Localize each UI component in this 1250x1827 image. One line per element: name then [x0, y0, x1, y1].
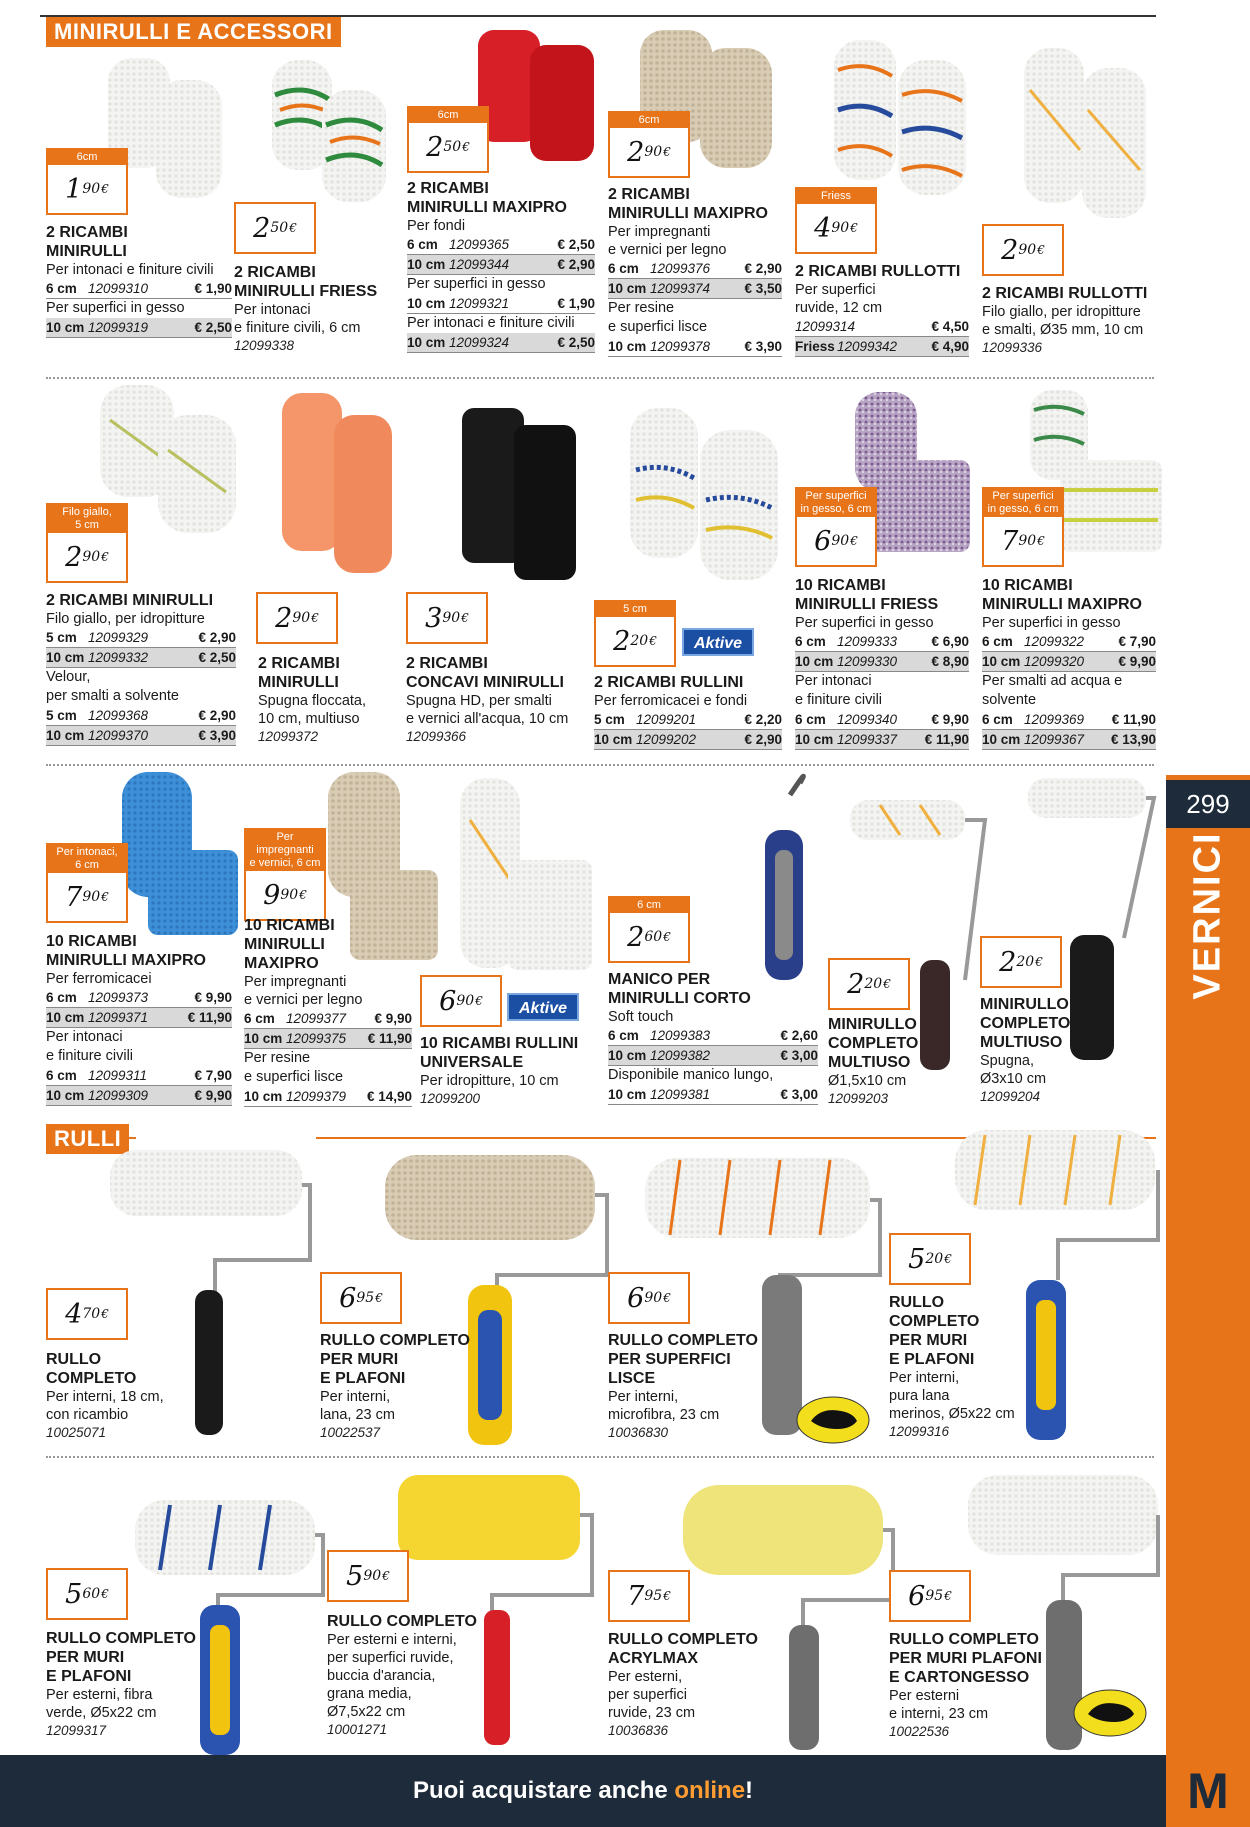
- variant-note: Per superfici in gesso: [46, 300, 185, 316]
- variant-code: 12099310: [88, 281, 149, 296]
- product-title: RULLO COMPLETO PER MURI PLAFONI E CARTONGESSO: [889, 1631, 1042, 1686]
- variant-price: € 4,50: [931, 319, 969, 334]
- boar-brand-icon: [1072, 1688, 1148, 1738]
- product-desc: Per esterni, fibra verde, Ø5x22 cm: [46, 1687, 157, 1721]
- variant-note: Per intonaci e finiture civili: [795, 673, 883, 708]
- price-tag: 6cm 2 90 €: [608, 111, 690, 178]
- product-title: 2 RICAMBI MINIRULLI MAXIPRO: [407, 180, 567, 216]
- product-p23: [46, 1629, 206, 1740]
- variant-price: € 9,90: [194, 990, 232, 1005]
- variant-row: [244, 1049, 412, 1087]
- product-desc: Per ferromicacei e fondi: [594, 693, 748, 709]
- variant-row: [46, 668, 236, 706]
- variant-size: 10 cm: [407, 335, 446, 350]
- product-desc: Per superfici in gesso: [795, 615, 934, 631]
- product-p05: [795, 262, 969, 357]
- variant-row: [795, 710, 969, 730]
- product-desc: Per esterni, per superfici ruvide, 23 cm: [608, 1669, 696, 1721]
- product-p18: [980, 995, 1110, 1106]
- page-number: 299: [1166, 780, 1250, 828]
- variant-size: Friess: [795, 339, 835, 354]
- product-code: 10036836: [608, 1723, 669, 1738]
- variant-size: 10 cm: [608, 1087, 647, 1102]
- variant-size: 5 cm: [46, 708, 77, 723]
- variant-note: Velour, per smalti a solvente: [46, 669, 179, 704]
- variant-row: [608, 259, 782, 279]
- product-desc: Filo giallo, per idropitture e smalti, Ø35 mm, 10 cm: [982, 304, 1144, 338]
- variant-price: € 3,90: [744, 339, 782, 354]
- variant-size: 6 cm: [795, 712, 826, 727]
- variant-row: [46, 706, 236, 726]
- product-p10: [594, 673, 782, 750]
- variant-code: 12099367: [1024, 732, 1085, 747]
- price-tag: 2 90 €: [256, 592, 338, 644]
- roller-img-p15: [460, 778, 592, 970]
- variant-code: 12099332: [88, 650, 149, 665]
- variant-code: 12099375: [286, 1031, 347, 1046]
- variant-price: € 14,90: [366, 1089, 412, 1104]
- product-desc: Per esterni e interni, 23 cm: [889, 1688, 989, 1722]
- aktive-brand-badge: Aktive: [682, 628, 754, 656]
- product-p25: [608, 1630, 768, 1740]
- price-tag: Per impregnanti e vernici, 6 cm 9 90 €: [244, 828, 326, 921]
- variant-size: 10 cm: [982, 732, 1021, 747]
- variant-row: [608, 299, 782, 337]
- variant-row: [407, 294, 595, 314]
- variant-price: € 2,50: [194, 320, 232, 335]
- product-title: RULLO COMPLETO PER SUPERFICI LISCE: [608, 1332, 758, 1387]
- variant-code: 12099368: [88, 708, 149, 723]
- variant-size: 5 cm: [594, 712, 625, 727]
- variant-code: 12099373: [88, 990, 149, 1005]
- variant-size: 6 cm: [407, 237, 438, 252]
- variant-row: [46, 318, 232, 338]
- price-tag: 6 cm 2 60 €: [608, 896, 690, 963]
- variant-size: 6 cm: [46, 281, 77, 296]
- price-tag: 6 95 €: [889, 1570, 971, 1622]
- variant-row: [46, 1086, 232, 1106]
- variant-code: 12099201: [636, 712, 697, 727]
- variant-row: [982, 730, 1156, 750]
- variant-code: 12099309: [88, 1088, 149, 1103]
- variant-size: 10 cm: [795, 732, 834, 747]
- product-code: 10036830: [608, 1425, 669, 1440]
- price-tag: 6 95 €: [320, 1272, 402, 1324]
- product-p07: [46, 591, 236, 746]
- variant-size: 10 cm: [608, 1048, 647, 1063]
- variant-row: [608, 1046, 818, 1066]
- variant-price: € 7,90: [194, 1068, 232, 1083]
- variant-price: € 2,50: [557, 237, 595, 252]
- roller-img-p13: [122, 772, 238, 935]
- product-desc: Per superfici in gesso: [982, 615, 1121, 631]
- variant-code: 12099381: [650, 1087, 711, 1102]
- variant-price: € 3,50: [744, 281, 782, 296]
- variant-note: Per superfici in gesso: [407, 276, 546, 292]
- variant-size: 5 cm: [46, 630, 77, 645]
- price-tag: 7 95 €: [608, 1570, 690, 1622]
- variant-price: € 11,90: [367, 1031, 412, 1046]
- variant-row: [608, 337, 782, 357]
- variant-size: 10 cm: [244, 1031, 283, 1046]
- variant-price: € 11,90: [187, 1010, 232, 1025]
- product-p02: [234, 263, 394, 355]
- variant-row: [982, 632, 1156, 652]
- variant-code: 12099202: [636, 732, 697, 747]
- product-desc: Filo giallo, per idropitture: [46, 611, 205, 627]
- variant-price: € 6,90: [931, 634, 969, 649]
- boar-brand-icon: [795, 1395, 871, 1445]
- price-tag: 5 60 €: [46, 1568, 128, 1620]
- product-title: RULLO COMPLETO PER MURI E PLAFONI: [46, 1630, 196, 1685]
- product-title: 2 RICAMBI MINIRULLI: [46, 224, 128, 260]
- variant-code: 12099314: [795, 319, 856, 334]
- product-desc: Per interni, microfibra, 23 cm: [608, 1389, 720, 1423]
- product-p16: [608, 970, 818, 1105]
- variant-price: € 2,90: [557, 257, 595, 272]
- variant-size: 6 cm: [795, 634, 826, 649]
- variant-row: [46, 628, 236, 648]
- variant-row: [795, 652, 969, 672]
- product-title: RULLO COMPLETO: [327, 1613, 477, 1630]
- variant-price: € 3,00: [780, 1087, 818, 1102]
- variant-size: 10 cm: [244, 1089, 283, 1104]
- product-title: 2 RICAMBI MINIRULLI: [46, 592, 214, 609]
- price-tag: 6cm 1 90 €: [46, 148, 128, 215]
- variant-code: 12099342: [837, 339, 898, 354]
- variant-row: [244, 1087, 412, 1107]
- variant-size: 10 cm: [407, 257, 446, 272]
- product-title: 2 RICAMBI CONCAVI MINIRULLI: [406, 655, 564, 691]
- variant-row: [244, 1029, 412, 1049]
- price-tag: 6 90 €: [608, 1272, 690, 1324]
- product-p24: [327, 1612, 497, 1739]
- product-p08: [258, 654, 388, 746]
- variant-row: [407, 314, 595, 333]
- product-p22: [889, 1293, 1039, 1441]
- product-p12: [982, 576, 1156, 750]
- variant-row: [407, 255, 595, 275]
- product-title: RULLO COMPLETO ACRYLMAX: [608, 1631, 758, 1667]
- variant-code: 12099337: [837, 732, 898, 747]
- product-title: 2 RICAMBI RULLOTTI: [982, 285, 1148, 302]
- roller-img-p10: [630, 408, 778, 580]
- variant-size: 6 cm: [46, 990, 77, 1005]
- variant-row: [46, 1028, 232, 1066]
- variant-price: € 4,90: [931, 339, 969, 354]
- aktive-brand-badge: Aktive: [507, 993, 579, 1021]
- product-desc: Per fondi: [407, 218, 466, 234]
- variant-size: 10 cm: [795, 654, 834, 669]
- variant-price: € 9,90: [1118, 654, 1156, 669]
- variant-note: Per smalti ad acqua e solvente: [982, 673, 1123, 708]
- price-tag: Per superfici in gesso, 6 cm 7 90 €: [982, 487, 1064, 567]
- product-p09: [406, 654, 582, 746]
- variant-size: 6 cm: [608, 1028, 639, 1043]
- variant-row: [795, 672, 969, 710]
- variant-price: € 9,90: [374, 1011, 412, 1026]
- variant-row: [407, 275, 595, 294]
- product-p14: [244, 916, 412, 1107]
- roller-img-p02: [272, 60, 386, 202]
- variant-code: 12099369: [1024, 712, 1085, 727]
- price-tag: Per intonaci, 6 cm 7 90 €: [46, 843, 128, 923]
- product-p13: [46, 932, 232, 1106]
- product-desc: Per superfici ruvide, 12 cm: [795, 282, 883, 316]
- variant-price: € 1,90: [194, 281, 232, 296]
- product-p04: [608, 185, 782, 357]
- variant-price: € 2,90: [744, 261, 782, 276]
- variant-code: 12099383: [650, 1028, 711, 1043]
- variant-size: 6 cm: [608, 261, 639, 276]
- footer-banner: Puoi acquistare anche online!: [0, 1755, 1166, 1827]
- price-tag: 5 cm 2 20 €: [594, 600, 676, 667]
- product-p15: [420, 1034, 594, 1108]
- product-title: 2 RICAMBI RULLINI: [594, 674, 744, 691]
- variant-size: 10 cm: [46, 320, 85, 335]
- variant-price: € 7,90: [1118, 634, 1156, 649]
- variant-size: 10 cm: [982, 654, 1021, 669]
- product-code: 12099338: [234, 338, 295, 353]
- variant-size: 10 cm: [608, 339, 647, 354]
- roller-img-p09: [462, 408, 576, 580]
- product-title: MANICO PER MINIRULLI CORTO: [608, 971, 751, 1007]
- product-title: RULLO COMPLETO PER MURI E PLAFONI: [889, 1294, 980, 1368]
- price-tag: 6 90 €: [420, 975, 502, 1027]
- variant-code: 12099344: [449, 257, 510, 272]
- variant-code: 12099319: [88, 320, 149, 335]
- variant-row: [982, 672, 1156, 710]
- price-tag: 5 90 €: [327, 1550, 409, 1602]
- product-code: 10022537: [320, 1425, 381, 1440]
- product-code: 12099203: [828, 1091, 889, 1106]
- variant-code: 12099374: [650, 281, 711, 296]
- variant-code: 12099330: [837, 654, 898, 669]
- price-tag: 2 20 €: [980, 936, 1062, 988]
- variant-code: 12099311: [88, 1068, 148, 1083]
- variant-code: 12099370: [88, 728, 149, 743]
- variant-price: € 2,50: [557, 335, 595, 350]
- product-title: 10 RICAMBI MINIRULLI MAXIPRO: [46, 933, 206, 969]
- product-desc: Spugna, Ø3x10 cm: [980, 1053, 1047, 1087]
- product-p01: [46, 223, 232, 338]
- roller-img-p05: [834, 40, 966, 195]
- product-title: MINIRULLO COMPLETO MULTIUSO: [828, 1016, 919, 1071]
- price-tag: Filo giallo, 5 cm 2 90 €: [46, 503, 128, 583]
- variant-note: Per intonaci e finiture civili: [46, 1029, 134, 1064]
- price-tag: Per superfici in gesso, 6 cm 6 90 €: [795, 487, 877, 567]
- roller-img-p03: [478, 30, 594, 161]
- variant-row: [46, 279, 232, 299]
- product-p03: [407, 179, 595, 353]
- product-title: 10 RICAMBI MINIRULLI MAXIPRO: [982, 577, 1142, 613]
- variant-row: [46, 1066, 232, 1086]
- product-title: 10 RICAMBI MINIRULLI FRIESS: [795, 577, 939, 613]
- product-p06: [982, 284, 1160, 357]
- variant-size: 10 cm: [594, 732, 633, 747]
- product-desc: Per intonaci e finiture civili: [46, 262, 214, 278]
- variant-code: 12099371: [88, 1010, 149, 1025]
- variant-code: 12099321: [449, 296, 510, 311]
- product-desc: Ø1,5x10 cm: [828, 1073, 907, 1089]
- variant-row: [46, 1008, 232, 1028]
- product-code: 12099366: [406, 729, 467, 744]
- product-code: 12099316: [889, 1424, 950, 1439]
- variant-code: 12099340: [837, 712, 898, 727]
- product-p17: [828, 1015, 958, 1108]
- variant-code: 12099365: [449, 237, 510, 252]
- variant-size: 6 cm: [982, 712, 1013, 727]
- variant-price: € 1,90: [557, 296, 595, 311]
- price-tag: Friess 4 90 €: [795, 187, 877, 254]
- price-tag: 2 50 €: [234, 202, 316, 254]
- variant-code: 12099320: [1024, 654, 1085, 669]
- variant-size: 6 cm: [46, 1068, 77, 1083]
- product-code: 12099204: [980, 1089, 1041, 1104]
- product-p20: [320, 1331, 480, 1442]
- price-tag: 2 20 €: [828, 958, 910, 1010]
- product-title: MINIRULLO COMPLETO MULTIUSO: [980, 996, 1071, 1051]
- variant-note: Per resine e superfici lisce: [608, 300, 708, 335]
- product-desc: Per esterni e interni, per superfici ruvide, buccia d'arancia, grana media, Ø7,5x22 cm: [327, 1632, 457, 1720]
- product-title: 2 RICAMBI RULLOTTI: [795, 263, 961, 280]
- price-tag: 5 20 €: [889, 1233, 971, 1285]
- variant-row: [608, 1066, 818, 1085]
- price-tag: 4 70 €: [46, 1288, 128, 1340]
- product-desc: Per impregnanti e vernici per legno: [244, 974, 363, 1008]
- variant-size: 10 cm: [46, 650, 85, 665]
- variant-code: 12099329: [88, 630, 149, 645]
- variant-price: € 2,60: [780, 1028, 818, 1043]
- variant-row: [46, 648, 236, 668]
- product-code: 12099336: [982, 340, 1043, 355]
- variant-row: [46, 988, 232, 1008]
- variant-price: € 13,90: [1110, 732, 1156, 747]
- product-p19: [46, 1350, 206, 1442]
- variant-row: [46, 299, 232, 318]
- product-desc: Per intonaci e finiture civili, 6 cm: [234, 302, 361, 336]
- product-desc: Per interni, pura lana merinos, Ø5x22 cm: [889, 1370, 1015, 1422]
- product-p21: [608, 1331, 768, 1442]
- variant-row: [795, 337, 969, 357]
- section-title-rulli: RULLI: [46, 1124, 129, 1154]
- variant-code: 12099377: [286, 1011, 347, 1026]
- variant-row: [46, 726, 236, 746]
- variant-price: € 8,90: [931, 654, 969, 669]
- variant-size: 10 cm: [46, 728, 85, 743]
- variant-row: [608, 1085, 818, 1105]
- roller-img-p08: [282, 393, 392, 573]
- variant-row: [594, 730, 782, 750]
- variant-code: 12099382: [650, 1048, 711, 1063]
- variant-price: € 2,20: [744, 712, 782, 727]
- product-code: 10001271: [327, 1722, 388, 1737]
- variant-row: [982, 652, 1156, 672]
- variant-code: 12099376: [650, 261, 711, 276]
- product-code: 12099317: [46, 1723, 107, 1738]
- product-p11: [795, 576, 969, 750]
- category-label: VERNICI: [1186, 830, 1229, 1000]
- variant-row: [407, 235, 595, 255]
- product-desc: Spugna HD, per smalti e vernici all'acqua, 10 cm: [406, 693, 569, 727]
- variant-price: € 3,00: [780, 1048, 818, 1063]
- product-title: RULLO COMPLETO: [46, 1351, 137, 1387]
- price-tag: 2 90 €: [982, 224, 1064, 276]
- product-title: RULLO COMPLETO PER MURI E PLAFONI: [320, 1332, 470, 1387]
- product-desc: Per idropitture, 10 cm: [420, 1073, 559, 1089]
- product-desc: Per interni, lana, 23 cm: [320, 1389, 395, 1423]
- variant-price: € 2,50: [198, 650, 236, 665]
- variant-row: [608, 279, 782, 299]
- variant-code: 12099324: [449, 335, 510, 350]
- product-code: 12099200: [420, 1091, 481, 1106]
- variant-price: € 9,90: [931, 712, 969, 727]
- variant-price: € 2,90: [744, 732, 782, 747]
- store-logo: M: [1187, 1763, 1229, 1819]
- variant-row: [407, 333, 595, 353]
- variant-price: € 11,90: [924, 732, 969, 747]
- handle-img-p16: [765, 776, 803, 980]
- variant-row: [594, 710, 782, 730]
- variant-note: Per resine e superfici lisce: [244, 1050, 344, 1085]
- variant-size: 10 cm: [46, 1088, 85, 1103]
- variant-price: € 9,90: [194, 1088, 232, 1103]
- product-title: 10 RICAMBI MINIRULLI MAXIPRO: [244, 917, 335, 972]
- variant-code: 12099322: [1024, 634, 1085, 649]
- variant-row: [795, 632, 969, 652]
- product-title: 2 RICAMBI MINIRULLI FRIESS: [234, 264, 378, 300]
- product-code: 10025071: [46, 1425, 107, 1440]
- variant-price: € 2,90: [198, 630, 236, 645]
- product-desc: Per ferromicacei: [46, 971, 152, 987]
- product-desc: Per impregnanti e vernici per legno: [608, 224, 727, 258]
- product-title: 2 RICAMBI MINIRULLI MAXIPRO: [608, 186, 768, 222]
- variant-row: [982, 710, 1156, 730]
- product-desc: Per interni, 18 cm, con ricambio: [46, 1389, 164, 1423]
- variant-row: [244, 1009, 412, 1029]
- variant-code: 12099333: [837, 634, 898, 649]
- variant-size: 6 cm: [244, 1011, 275, 1026]
- product-desc: Soft touch: [608, 1009, 674, 1025]
- price-tag: 3 90 €: [406, 592, 488, 644]
- section-title-minirulli: MINIRULLI E ACCESSORI: [46, 17, 341, 47]
- product-desc: Spugna floccata, 10 cm, multiuso: [258, 693, 367, 727]
- product-code: 10022536: [889, 1724, 950, 1739]
- roller-img-p06: [1024, 48, 1146, 218]
- variant-size: 10 cm: [407, 296, 446, 311]
- variant-size: 6 cm: [982, 634, 1013, 649]
- product-p26: [889, 1630, 1059, 1741]
- product-code: 12099372: [258, 729, 319, 744]
- variant-price: € 2,90: [198, 708, 236, 723]
- variant-code: 12099379: [286, 1089, 347, 1104]
- variant-price: € 3,90: [198, 728, 236, 743]
- variant-size: 10 cm: [608, 281, 647, 296]
- variant-row: [795, 317, 969, 337]
- variant-row: [795, 730, 969, 750]
- variant-note: Disponibile manico lungo,: [608, 1067, 774, 1083]
- product-title: 2 RICAMBI MINIRULLI: [258, 655, 340, 691]
- variant-price: € 11,90: [1111, 712, 1156, 727]
- variant-size: 10 cm: [46, 1010, 85, 1025]
- product-title: 10 RICAMBI RULLINI UNIVERSALE: [420, 1035, 579, 1071]
- variant-row: [608, 1026, 818, 1046]
- price-tag: 6cm 2 50 €: [407, 106, 489, 173]
- variant-code: 12099378: [650, 339, 711, 354]
- variant-note: Per intonaci e finiture civili: [407, 315, 575, 331]
